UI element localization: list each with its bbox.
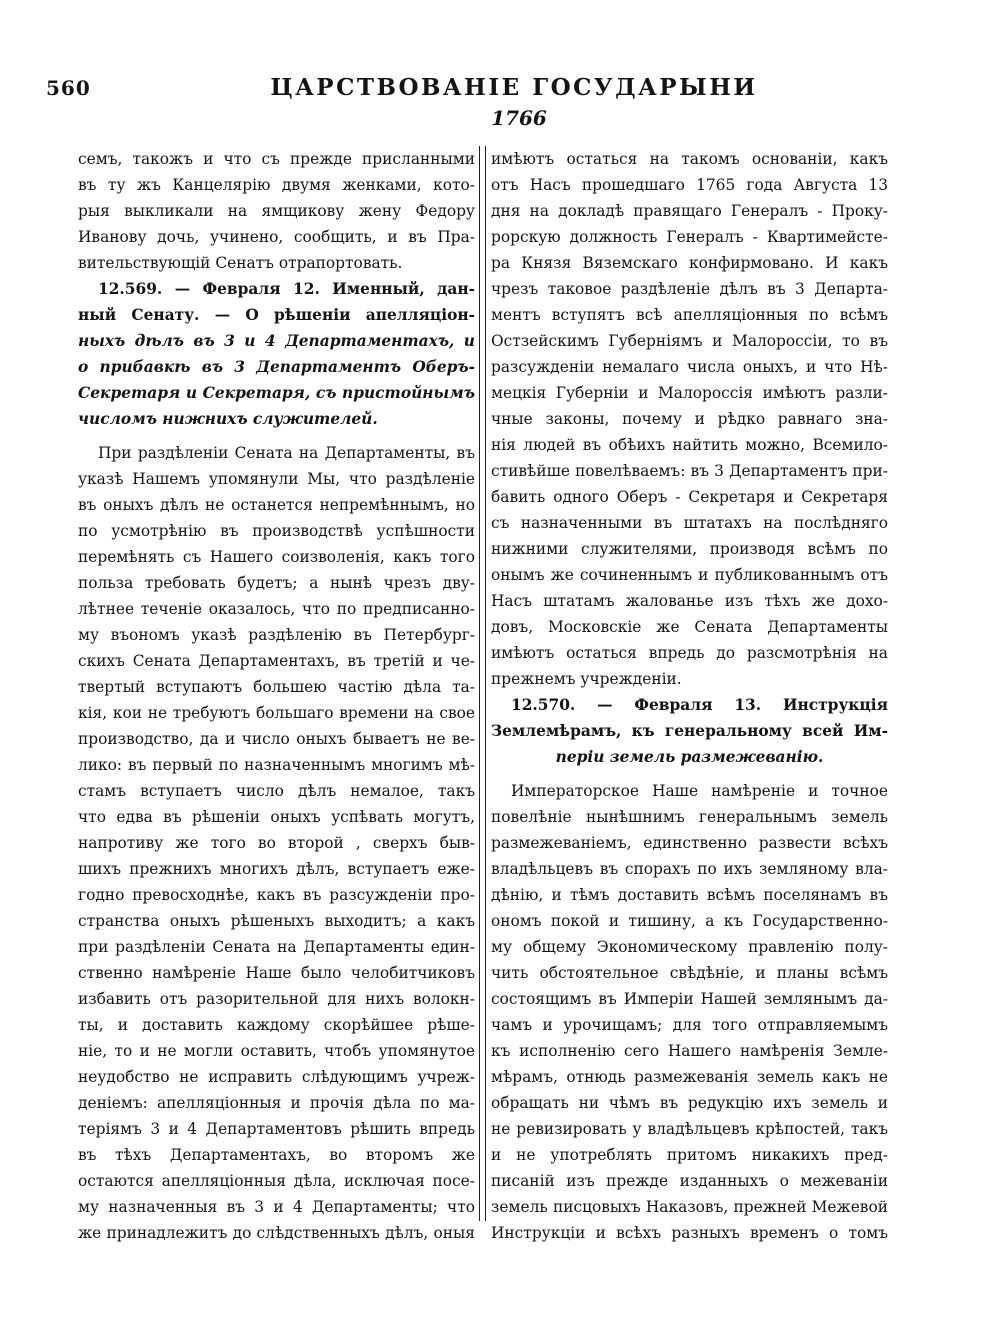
text-line: чить обстоятельное свѣдѣніе, и планы всѣмъ [491, 964, 888, 982]
text-line: Остзейскимъ Губерніямъ и Малороссіи, то въ [491, 332, 888, 350]
text-line: владѣльцевъ въ спорахъ по ихъ земляному вла- [491, 860, 888, 878]
text-line: писаній изъ прежде изданныхъ о межеваніи [491, 1172, 888, 1190]
text-line: бавить одного Оберъ - Секретаря и Секретаря [491, 488, 888, 506]
text-line: въ тѣхъ Департаментахъ, во второмъ же [78, 1146, 475, 1164]
entry-12569-title: числомъ нижнихъ служителей. [78, 410, 378, 428]
text-line: кія, кои не требуютъ большаго времени на свое [78, 704, 475, 722]
entry-12569-title: о прибавкѣ въ 3 Департаментъ Оберъ- [78, 358, 475, 376]
text-line: лѣтнее теченіе оказалось, что по предписанно- [78, 600, 475, 618]
text-line: нія людей въ обѣихъ найтить можно, Всемило- [491, 436, 888, 454]
text-line: годно превосходнѣе, какъ въ разсужденіи про- [78, 886, 475, 904]
entry-12569-heading: ный Сенату. — О рѣшеніи апелляціон- [78, 306, 475, 324]
text-line: теріямъ 3 и 4 Департаментовъ рѣшить впредь [78, 1120, 475, 1138]
text-line: Иванову дочь, учинено, сообщить, и въ Пра- [78, 228, 475, 246]
text-line: чрезъ таковое раздѣленіе дѣлъ въ 3 Департа- [491, 280, 888, 298]
text-line: разсужденіи немалаго числа оныхъ, и что Нѣ- [491, 358, 888, 376]
text-line: чамъ и урочищамъ; для того отправляемымъ [491, 1016, 888, 1034]
spacer [491, 770, 888, 778]
text-line: отъ Насъ прошедшаго 1765 года Августа 13 [491, 176, 888, 194]
text-line: онымъ же сочиненнымъ и публикованнымъ отъ [491, 566, 888, 584]
text-line: му въономъ указѣ раздѣленію въ Петербург- [78, 626, 475, 644]
text-line: съ назначенными въ штатахъ на послѣдняго [491, 514, 888, 532]
text-line: довъ, Московскіе же Сената Департаменты [491, 618, 888, 636]
text-line: стивѣйше повелѣваемъ: въ 3 Департаментъ при- [491, 462, 888, 480]
text-line: перемѣнять съ Нашего соизволенія, какъ того [78, 548, 475, 566]
text-line: странства оныхъ рѣшеныхъ выходитъ; а какъ [78, 912, 475, 930]
text-line: прежнемъ учрежденіи. [491, 670, 682, 688]
text-line: въ оныхъ дѣлъ не останется непремѣннымъ, но [78, 496, 475, 514]
text-line: дѣнію, и тѣмъ доставить всѣмъ поселянамъ въ [491, 886, 888, 904]
text-line: и не употреблять притомъ никакихъ пред- [491, 1146, 888, 1164]
text-line: при раздѣленіи Сената на Департаменты един- [78, 938, 475, 956]
text-line: польза требовать будетъ; а нынѣ чрезъ дву- [78, 574, 475, 592]
text-line: ственно намѣреніе Наше было челобитчиковъ [78, 964, 475, 982]
entry-12569-heading: 12.569. — Февраля 12. Именный, дан- [98, 280, 475, 298]
text-line: Инструкціи и всѣхъ разныхъ временъ о томъ [491, 1224, 888, 1242]
text-line: чные законы, почему и рѣдко равнаго зна- [491, 410, 888, 428]
text-line: имѣютъ остаться на такомъ основаніи, какъ [491, 150, 888, 168]
text-line: му общему Экономическому правленію полу- [491, 938, 888, 956]
entry-12570-title: періи земель размежеванію. [555, 748, 824, 766]
entry-12569-title: ныхъ дѣлъ въ 3 и 4 Департаментахъ, и [78, 332, 475, 350]
text-line: ономъ покой и тишину, а къ Государственно- [491, 912, 888, 930]
text-line: семъ, такожъ и что съ прежде присланными [78, 150, 475, 168]
text-line: неудобство не исправить слѣдующимъ учреж- [78, 1068, 475, 1086]
text-line: имѣютъ остаться впредь до разсмотрѣнія на [491, 644, 888, 662]
text-line: въ ту жъ Канцелярію двумя женками, кото- [78, 176, 475, 194]
text-line: мѣрамъ, отнюдь размежеванія земель какъ не [491, 1068, 888, 1086]
text-line: нижними служителями, производя всѣмъ по [491, 540, 888, 558]
text-line: не ревизировать у владѣльцевъ крѣпостей, такъ [491, 1120, 888, 1138]
running-title: ЦАРСТВОВАНІЕ ГОСУДАРЫНИ [270, 74, 758, 101]
text-line: При раздѣленіи Сената на Департаменты, въ [98, 444, 475, 462]
spacer [78, 432, 475, 440]
text-line: напротиву же того во второй , сверхъ быв- [78, 834, 475, 852]
text-line: указѣ Нашемъ упомянули Мы, что раздѣленіе [78, 470, 475, 488]
text-line: избавить отъ разорительной для нихъ волокн- [78, 990, 475, 1008]
text-line: состоящимъ въ Имперіи Нашей землянымъ да- [491, 990, 888, 1008]
text-line: ніе, то и не могли оставить, чтобъ упомянутое [78, 1042, 475, 1060]
entry-12570-heading: Землемѣрамъ, къ генеральному всей Им- [491, 722, 888, 740]
text-line: ра Князя Вяземскаго конфирмовано. И какъ [491, 254, 888, 272]
entry-12570-heading: 12.570. — Февраля 13. Инструкція [511, 696, 888, 714]
text-line: производство, да и число оныхъ бываетъ не ве- [78, 730, 475, 748]
text-line: му назначенныя въ 3 и 4 Департаменты; что [78, 1198, 475, 1216]
text-line: шихъ прежнихъ многихъ дѣлъ, вступаетъ еже- [78, 860, 475, 878]
text-line: рорскую должность Генералъ - Квартимейсте- [491, 228, 888, 246]
text-line: мецкія Губерніи и Малороссія имѣютъ разли- [491, 384, 888, 402]
text-line: Императорское Наше намѣреніе и точное [511, 782, 888, 800]
text-line: земель писцовыхъ Наказовъ, прежней Межевой [491, 1198, 888, 1216]
text-line: что едва въ рѣшеніи оныхъ успѣвать могутъ, [78, 808, 475, 826]
text-line: деніемъ: апелляціонныя и прочія дѣла по ма- [78, 1094, 475, 1112]
text-line: же принадлежитъ до слѣдственныхъ дѣлъ, оныя [78, 1224, 475, 1242]
text-line: рыя выкликали на ямщикову жену Федору [78, 202, 475, 220]
text-line: повелѣніе нынѣшнимъ генеральнымъ земель [491, 808, 888, 826]
text-line: Насъ штатамъ жалованье изъ тѣхъ же дохо- [491, 592, 888, 610]
text-line: ментъ вступятъ всѣ апелляціонныя по всѣмъ [491, 306, 888, 324]
column-divider [479, 146, 486, 1221]
text-line: обращать ни чѣмъ въ редукцію ихъ земель и [491, 1094, 888, 1112]
text-line: вительствующій Сенатъ отрапортовать. [78, 254, 403, 272]
text-line: дня на докладѣ правящаго Генералъ - Проку- [491, 202, 888, 220]
text-line: по усмотрѣнію въ производствѣ успѣшности [78, 522, 475, 540]
text-line: скихъ Сената Департаментахъ, въ третій и че- [78, 652, 475, 670]
text-line: стамъ вступаетъ число дѣлъ немалое, такъ [78, 782, 475, 800]
text-line: къ исполненію сего Нашего намѣренія Земле- [491, 1042, 888, 1060]
text-line: остаются апелляціонныя дѣла, исключая посе- [78, 1172, 475, 1190]
right-column [491, 146, 888, 1246]
text-line: размежеваніемъ, единственно развести всѣхъ [491, 834, 888, 852]
entry-12569-title: Секретаря и Секретаря, съ пристойнымъ [78, 384, 475, 402]
text-line: лико: въ первый по назначеннымъ многимъ мѣ- [78, 756, 475, 774]
text-line: твертый вступаютъ большею частію дѣла та- [78, 678, 475, 696]
year-heading: 1766 [491, 106, 547, 130]
text-line: ты, и доставить каждому скорѣйшее рѣше- [78, 1016, 475, 1034]
page-number: 560 [46, 76, 91, 100]
left-column [78, 146, 475, 1246]
